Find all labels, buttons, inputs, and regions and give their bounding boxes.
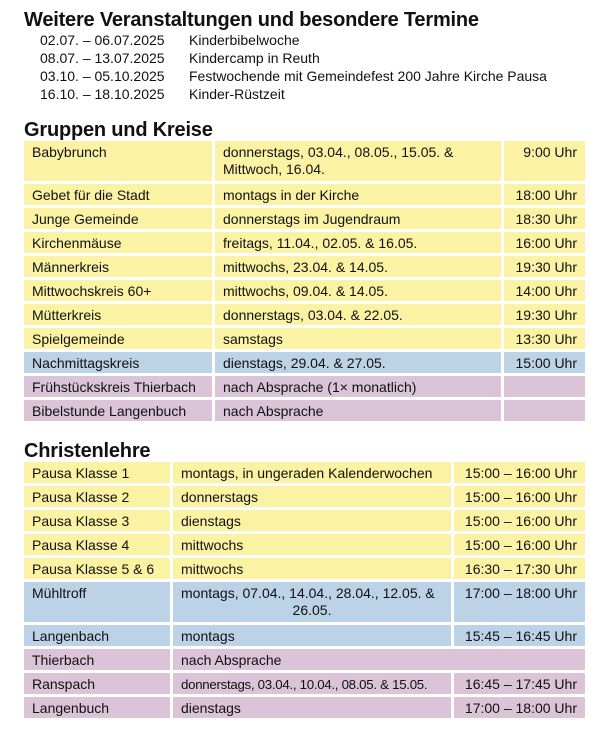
group-when-line: donnerstags, 03.04., 08.05., 15.05. & <box>223 144 454 160</box>
event-date: 08.07. – 13.07.2025 <box>40 50 165 66</box>
group-time: 14:00 Uhr <box>504 280 585 301</box>
table-row <box>24 141 585 181</box>
class-time: 16:45 – 17:45 Uhr <box>454 673 585 694</box>
table-row <box>24 304 585 325</box>
class-name: Thierbach <box>24 649 170 670</box>
table-row <box>24 625 585 646</box>
group-time: 16:00 Uhr <box>504 232 585 253</box>
group-name: Nachmittagskreis <box>24 352 212 373</box>
class-name: Pausa Klasse 1 <box>24 462 170 483</box>
group-when: nach Absprache <box>215 400 501 421</box>
class-when: nach Absprache <box>173 649 585 670</box>
class-time: 15:00 – 16:00 Uhr <box>454 462 585 483</box>
group-when: freitags, 11.04., 02.05. & 16.05. <box>215 232 501 253</box>
christenlehre-heading: Christenlehre <box>24 440 151 462</box>
table-row <box>24 582 585 622</box>
class-when: dienstags <box>173 697 451 718</box>
group-time: 15:00 Uhr <box>504 352 585 373</box>
class-time: 15:45 – 16:45 Uhr <box>454 625 585 646</box>
class-when: montags, in ungeraden Kalenderwochen <box>173 462 451 483</box>
class-when: mittwochs <box>173 534 451 555</box>
class-name: Langenbach <box>24 625 170 646</box>
event-item <box>40 31 547 49</box>
group-name: Babybrunch <box>24 141 212 181</box>
groups-table <box>24 141 585 424</box>
event-item <box>40 67 547 85</box>
class-time: 16:30 – 17:30 Uhr <box>454 558 585 579</box>
group-time: 13:30 Uhr <box>504 328 585 349</box>
class-name: Pausa Klasse 4 <box>24 534 170 555</box>
table-row <box>24 400 585 421</box>
group-name: Mittwochskreis 60+ <box>24 280 212 301</box>
class-when: donnerstags <box>173 486 451 507</box>
class-name: Langenbuch <box>24 697 170 718</box>
table-row <box>24 376 585 397</box>
class-when: donnerstags, 03.04., 10.04., 08.05. & 15.05. <box>173 673 451 694</box>
table-row <box>24 673 585 694</box>
table-row <box>24 462 585 483</box>
class-time: 17:00 – 18:00 Uhr <box>454 582 585 622</box>
class-name: Pausa Klasse 2 <box>24 486 170 507</box>
event-date: 02.07. – 06.07.2025 <box>40 32 165 48</box>
class-name: Pausa Klasse 5 & 6 <box>24 558 170 579</box>
group-name: Kirchenmäuse <box>24 232 212 253</box>
class-when <box>173 582 451 622</box>
class-time: 15:00 – 16:00 Uhr <box>454 534 585 555</box>
event-name: Kindercamp in Reuth <box>189 50 320 66</box>
table-row <box>24 534 585 555</box>
table-row <box>24 184 585 205</box>
group-when-line: Mittwoch, 16.04. <box>223 161 325 177</box>
events-heading: Weitere Veranstaltungen und besondere Termine <box>24 9 479 31</box>
table-row <box>24 328 585 349</box>
class-time: 15:00 – 16:00 Uhr <box>454 510 585 531</box>
class-time: 15:00 – 16:00 Uhr <box>454 486 585 507</box>
table-row <box>24 558 585 579</box>
group-when: donnerstags im Jugendraum <box>215 208 501 229</box>
group-time: 18:00 Uhr <box>504 184 585 205</box>
group-time: 18:30 Uhr <box>504 208 585 229</box>
group-when: nach Absprache (1× monatlich) <box>215 376 501 397</box>
event-date: 16.10. – 18.10.2025 <box>40 86 165 102</box>
group-when: montags in der Kirche <box>215 184 501 205</box>
table-row <box>24 697 585 718</box>
group-when: mittwochs, 09.04. & 14.05. <box>215 280 501 301</box>
event-item <box>40 49 547 67</box>
class-time: 17:00 – 18:00 Uhr <box>454 697 585 718</box>
group-when <box>215 141 501 181</box>
group-time: 9:00 Uhr <box>504 141 585 181</box>
group-time <box>504 376 585 397</box>
table-row <box>24 208 585 229</box>
group-time <box>504 400 585 421</box>
group-when: dienstags, 29.04. & 27.05. <box>215 352 501 373</box>
class-when: montags <box>173 625 451 646</box>
group-name: Frühstückskreis Thierbach <box>24 376 212 397</box>
class-name: Pausa Klasse 3 <box>24 510 170 531</box>
group-name: Junge Gemeinde <box>24 208 212 229</box>
group-name: Spielgemeinde <box>24 328 212 349</box>
group-name: Bibelstunde Langenbuch <box>24 400 212 421</box>
table-row <box>24 232 585 253</box>
group-time: 19:30 Uhr <box>504 256 585 277</box>
class-name: Ranspach <box>24 673 170 694</box>
event-name: Festwochende mit Gemeindefest 200 Jahre Kirche Pausa <box>189 68 547 84</box>
class-name: Mühltroff <box>24 582 170 622</box>
group-name: Gebet für die Stadt <box>24 184 212 205</box>
event-item <box>40 85 547 103</box>
class-when: dienstags <box>173 510 451 531</box>
group-when: samstags <box>215 328 501 349</box>
table-row <box>24 510 585 531</box>
table-row <box>24 352 585 373</box>
group-name: Männerkreis <box>24 256 212 277</box>
events-list <box>40 31 547 103</box>
table-row <box>24 486 585 507</box>
class-when: mittwochs <box>173 558 451 579</box>
class-when-line: montags, 07.04., 14.04., 28.04., 12.05. & <box>181 585 435 601</box>
group-time: 19:30 Uhr <box>504 304 585 325</box>
group-when: mittwochs, 23.04. & 14.05. <box>215 256 501 277</box>
groups-heading: Gruppen und Kreise <box>24 119 213 141</box>
event-date: 03.10. – 05.10.2025 <box>40 68 165 84</box>
table-row <box>24 649 585 670</box>
christenlehre-table <box>24 462 585 721</box>
event-name: Kinder-Rüstzeit <box>189 86 285 102</box>
table-row <box>24 280 585 301</box>
table-row <box>24 256 585 277</box>
group-when: donnerstags, 03.04. & 22.05. <box>215 304 501 325</box>
class-when-line: 26.05. <box>292 602 332 618</box>
event-name: Kinderbibelwoche <box>189 32 300 48</box>
group-name: Mütterkreis <box>24 304 212 325</box>
